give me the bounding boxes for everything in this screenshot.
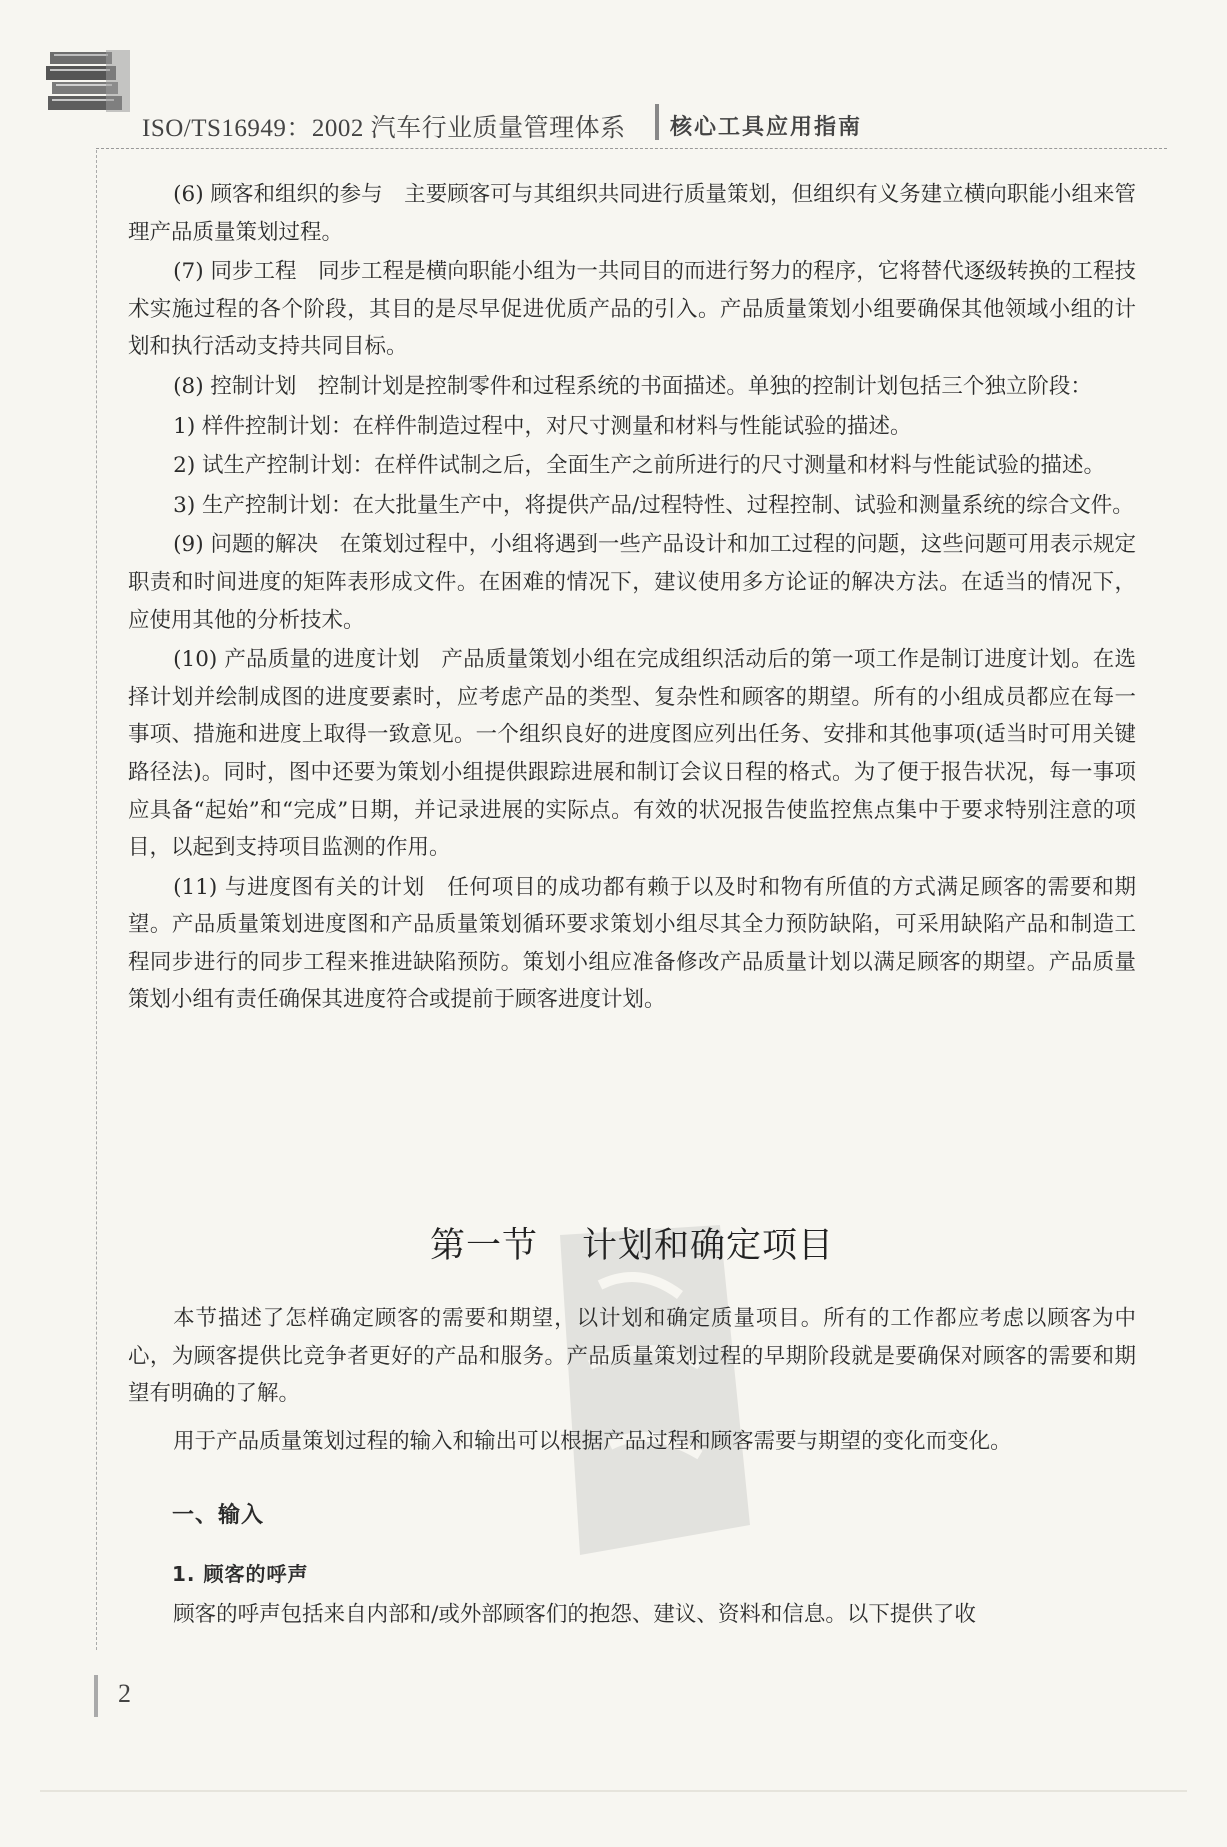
header-rule [96,148,1167,149]
paragraph-8-2: 2) 试生产控制计划：在样件试制之后，全面生产之前所进行的尺寸测量和材料与性能试验的描述。 [173,453,1106,479]
heading-voice-of-customer: 1. 顾客的呼声 [172,1562,309,1586]
body-text [128,176,1136,1019]
paragraph-11: (11) 与进度图有关的计划 任何项目的成功都有赖于以及时和物有所值的方式满足顾客的需要和期望。产品质量策划进度图和产品质量策划循环要求策划小组尽其全力预防缺陷，可采用缺陷产品和制造工程同步进行的同步工程来推进缺陷预防。策划小组应准备修改产品质量计划以满足顾客的期望。产品质量策划小组有责任确保其进度符合或提前于顾客进度计划。 [128,874,1136,1013]
margin-rule [96,150,97,1650]
section-name: 计划和确定项目 [582,1226,835,1266]
paragraph-10: (10) 产品质量的进度计划 产品质量策划小组在完成组织活动后的第一项工作是制订进度计划。在选择计划并绘制成图的进度要素时，应考虑产品的类型、复杂性和顾客的期望。所有的小组成员都应在每一事项、措施和进度上取得一致意见。一个组织良好的进度图应列出任务、安排和其他事项(适当时可用关键路径法)。同时，图中还要为策划小组提供跟踪进展和制订会议日程的格式。为了便于报告状况，每一事项应具备“起始”和“完成”日期，并记录进展的实际点。有效的状况报告使监控焦点集中于要求特别注意的项目，以起到支持项目监测的作用。 [128,647,1136,861]
page-number-bar [94,1675,98,1717]
running-header-title: ISO/TS16949：2002 汽车行业质量管理体系 [142,115,626,142]
paragraph-8-3: 3) 生产控制计划：在大批量生产中，将提供产品/过程特性、过程控制、试验和测量系统的综合文件。 [173,492,1134,518]
page-bottom-edge [40,1790,1187,1792]
running-header-guide: 核心工具应用指南 [670,115,863,140]
section-number: 第一节 [429,1226,538,1266]
paragraph-voice-of-customer: 顾客的呼声包括来自内部和/或外部顾客们的抱怨、建议、资料和信息。以下提供了收 [173,1602,976,1627]
paragraph-7: (7) 同步工程 同步工程是横向职能小组为一共同目的而进行努力的程序，它将替代逐级转换的工程技术实施过程的各个阶段，其目的是尽早促进优质产品的引入。产品质量策划小组要确保其他领域小组的计划和执行活动支持共同目标。 [128,259,1136,360]
section-paragraph-1: 本节描述了怎样确定顾客的需要和期望，以计划和确定质量项目。所有的工作都应考虑以顾客为中心，为顾客提供比竞争者更好的产品和服务。产品质量策划过程的早期阶段就是要确保对顾客的需要和期望有明确的了解。 [128,1306,1136,1407]
book-stack-icon [46,46,132,122]
paragraph-9: (9) 问题的解决 在策划过程中，小组将遇到一些产品设计和加工过程的问题，这些问题可用表示规定职责和时间进度的矩阵表形成文件。在困难的情况下，建议使用多方论证的解决方法。在适当的情况下，应使用其他的分析技术。 [128,532,1136,633]
paragraph-6: (6) 顾客和组织的参与 主要顾客可与其组织共同进行质量策划，但组织有义务建立横向职能小组来管理产品质量策划过程。 [128,182,1136,245]
section-paragraph-2: 用于产品质量策划过程的输入和输出可以根据产品过程和顾客需要与期望的变化而变化。 [173,1428,1012,1454]
paragraph-8: (8) 控制计划 控制计划是控制零件和过程系统的书面描述。单独的控制计划包括三个独立阶段： [173,373,1092,399]
header-divider [655,104,659,140]
heading-input: 一、输入 [172,1503,265,1528]
page-number: 2 [118,1679,131,1708]
paragraph-8-1: 1) 样件控制计划：在样件制造过程中，对尺寸测量和材料与性能试验的描述。 [173,413,912,439]
section-title [128,1218,1136,1268]
section-text [128,1300,1136,1460]
